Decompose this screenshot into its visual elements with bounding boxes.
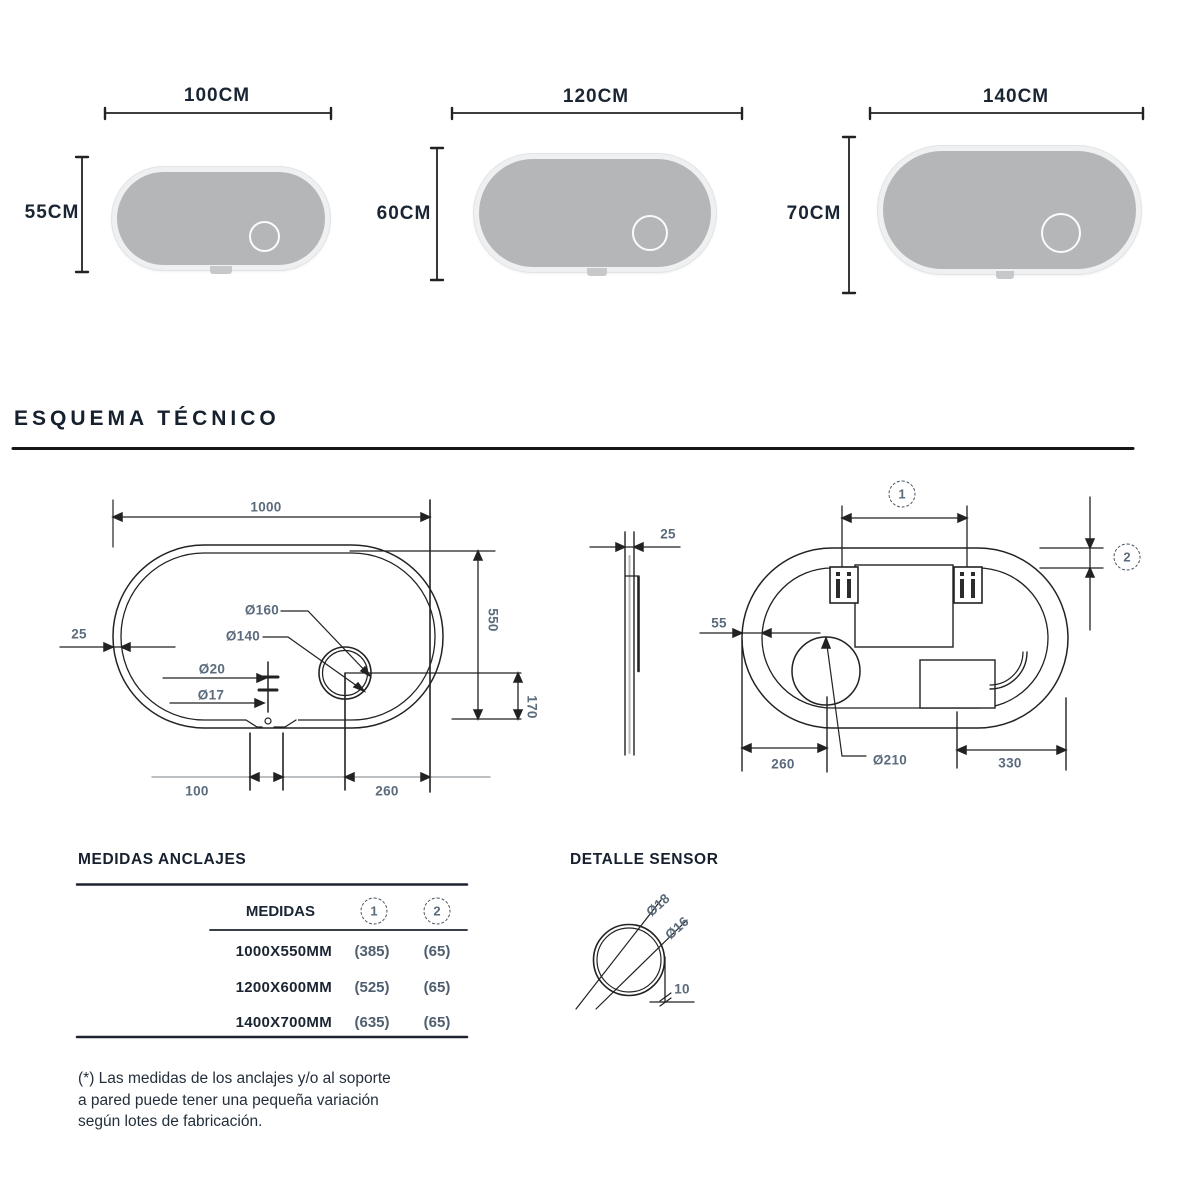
size-height-label-60: 60CM [376,203,432,224]
mirror-sensor-tab [587,268,607,276]
dim-sensor-inner: Ø16 [662,913,692,943]
table-row-value-2: (65) [423,979,451,996]
callout-1 [889,481,916,508]
side-view-drawing [590,532,680,755]
footnote-line-1: (*) Las medidas de los anclajes y/o al soporte [78,1070,391,1087]
table-footnote [78,1068,391,1133]
footnote-line-3: según lotes de fabricación. [78,1113,263,1130]
dim-sensor-outer: Ø18 [643,890,673,920]
dim-hole-outer: Ø20 [198,661,226,677]
mirror-glass [479,159,711,267]
size-width-label-100: 100CM [183,85,251,106]
footnote-line-2: a pared puede tener una pequeña variación [78,1091,379,1109]
dim-front-height: 550 [485,608,501,632]
callout-2 [1114,544,1141,571]
dim-hole-inner: Ø17 [197,687,225,703]
mirror-sensor-tab [996,271,1014,279]
section-title: ESQUEMA TÉCNICO [14,407,280,430]
sensor-outer-circle [594,925,665,996]
back-anchor-bracket-right [954,567,982,603]
table-row-model: 1200X600MM [235,979,332,996]
dim-magnifier-outer: Ø160 [244,602,280,618]
table-header-measures: MEDIDAS [245,903,315,920]
sensor-detail-title: DETALLE SENSOR [570,851,719,868]
dim-front-tab-offset: 100 [185,783,209,799]
size-height-label-55: 55CM [24,202,80,223]
front-view-drawing [60,500,522,792]
sensor-inner-circle [597,928,661,992]
dim-magnifier-inner: Ø140 [225,628,261,644]
back-view-drawing [700,497,1103,772]
dim-side-thickness: 25 [660,526,676,542]
dim-sensor-protrusion: 10 [674,981,690,997]
callout-1-number: 1 [898,486,906,502]
dim-front-frame: 25 [71,626,87,642]
dim-back-magnifier-offset: 260 [771,756,795,772]
dim-back-housing-diameter: Ø210 [872,752,908,768]
table-row-value-2: (65) [423,1014,451,1031]
table-header-col2 [424,898,451,925]
anchors-table-title: MEDIDAS ANCLAJES [78,851,247,868]
dim-back-driver-offset: 330 [998,755,1022,771]
table-header-col1-number: 1 [370,903,378,919]
back-anchor-bracket-left [830,567,858,603]
dim-front-magnifier-offset: 260 [375,783,399,799]
magnifier-circle [632,215,668,251]
table-row-model: 1400X700MM [235,1014,332,1031]
size-width-label-140: 140CM [982,86,1050,107]
dim-back-frame: 55 [711,615,727,631]
magnifier-circle [249,221,280,252]
size-width-label-120: 120CM [562,86,630,107]
table-row-value-1: (635) [354,1014,390,1031]
size-height-label-70: 70CM [786,203,842,224]
magnifier-circle [1041,213,1081,253]
dim-front-width: 1000 [250,499,282,515]
table-header-col2-number: 2 [433,903,441,919]
table-row-value-2: (65) [423,943,451,960]
mirror-glass [883,151,1136,269]
dim-front-bottom-distance: 170 [524,695,540,719]
back-junction-box [855,565,953,647]
table-header-col1 [361,898,388,925]
callout-2-number: 2 [1123,549,1131,565]
mirror-sensor-tab [210,266,232,274]
back-driver-box [920,660,995,708]
table-row-value-1: (525) [354,979,390,996]
table-row-model: 1000X550MM [235,943,332,960]
table-row-value-1: (385) [354,943,390,960]
mirror-glass [117,172,325,265]
